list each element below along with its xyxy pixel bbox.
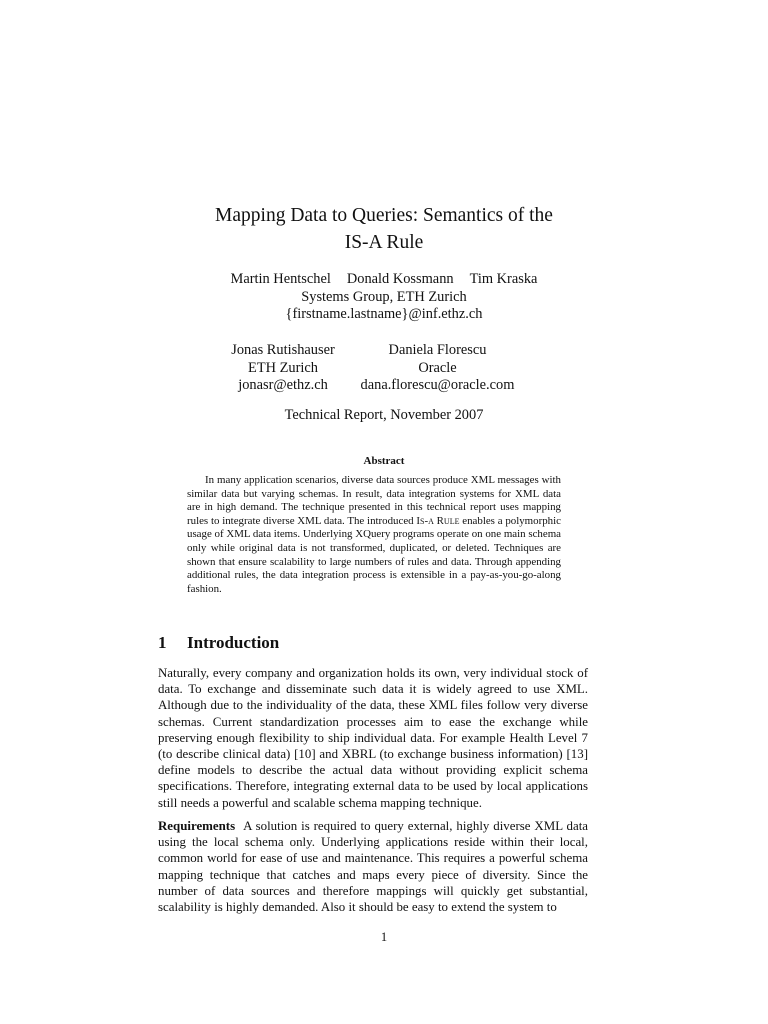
author-name: Jonas Rutishauser <box>231 342 335 358</box>
requirements-heading: Requirements <box>158 819 236 833</box>
page-number: 1 <box>380 930 388 944</box>
author-email: {firstname.lastname}@inf.ethz.ch <box>285 306 483 322</box>
author-column-florescu <box>360 342 515 395</box>
author-names <box>0 271 768 289</box>
requirements-paragraph <box>158 818 588 915</box>
abstract-text-2: enables a polymorphic usage of XML data items. Underlying XQuery programs operate on one main schema only while original data is not transformed, duplicated, or deleted. Techniques are shown that ensure scalability to large numbers of rules and data. Through appending additional rules, the data integration process is extensible in a pay-as-you-go-along fashion. <box>187 514 561 595</box>
section-heading-introduction <box>158 633 279 653</box>
intro-paragraph: Naturally, every company and organization holds its own, very individual stock of data. To exchange and disseminate such data it is widely agreed to use XML. Although due to the individuality of the data, these XML files follow very diverse schemas. Current standardization processes aim to ease the exchange while preserving enough flexibility to ship individual data. For example Health Level 7 (to describe clinical data) [10] and XBRL (to exchange business information) [13] define models to describe the actual data without providing explicit schema specifications. Therefore, integrating external data to be used by local applications still needs a powerful and scalable schema mapping technique. <box>158 666 588 810</box>
title-line-2: IS-A Rule <box>344 232 424 253</box>
author-affiliation: Oracle <box>418 359 457 376</box>
author-name: Daniela Florescu <box>388 342 487 358</box>
author-name: Tim Kraska <box>469 271 538 287</box>
author-column-rutishauser <box>208 342 358 395</box>
abstract-heading: Abstract <box>363 455 405 467</box>
requirements-text: A solution is required to query external, highly diverse XML data using the local schema only. Underlying applications reside within their local, common world for ease of use and maintenance. This requires a powerful schema mapping technique that catches and maps every piece of diversity. Since the number of data sources and therefore mappings will quickly get substantial, scalability is highly demanded. Also it should be easy to extend the system to <box>158 819 588 915</box>
author-group-1 <box>0 271 768 324</box>
abstract-text-1: In many application scenarios, diverse data sources produce XML messages with similar data but varying schemas. In result, data integration systems for XML data are in high demand. The technique presented in this technical report uses mapping rules to integrate diverse XML data. The introduced <box>187 474 561 527</box>
title-line-1: Mapping Data to Queries: Semantics of the <box>215 205 553 226</box>
report-line: Technical Report, November 2007 <box>284 407 484 423</box>
author-email: dana.florescu@oracle.com <box>360 377 515 393</box>
is-a-rule-term: Is-a Rule <box>416 514 460 527</box>
author-name: Donald Kossmann <box>346 271 454 287</box>
author-affiliation: ETH Zurich <box>248 359 318 376</box>
section-number: 1 <box>158 633 167 652</box>
author-affiliation: Systems Group, ETH Zurich <box>301 288 467 305</box>
author-email: jonasr@ethz.ch <box>238 377 328 393</box>
section-title: Introduction <box>187 633 280 652</box>
abstract-body <box>187 474 561 596</box>
paper-title <box>0 202 768 256</box>
author-name: Martin Hentschel <box>230 271 331 287</box>
